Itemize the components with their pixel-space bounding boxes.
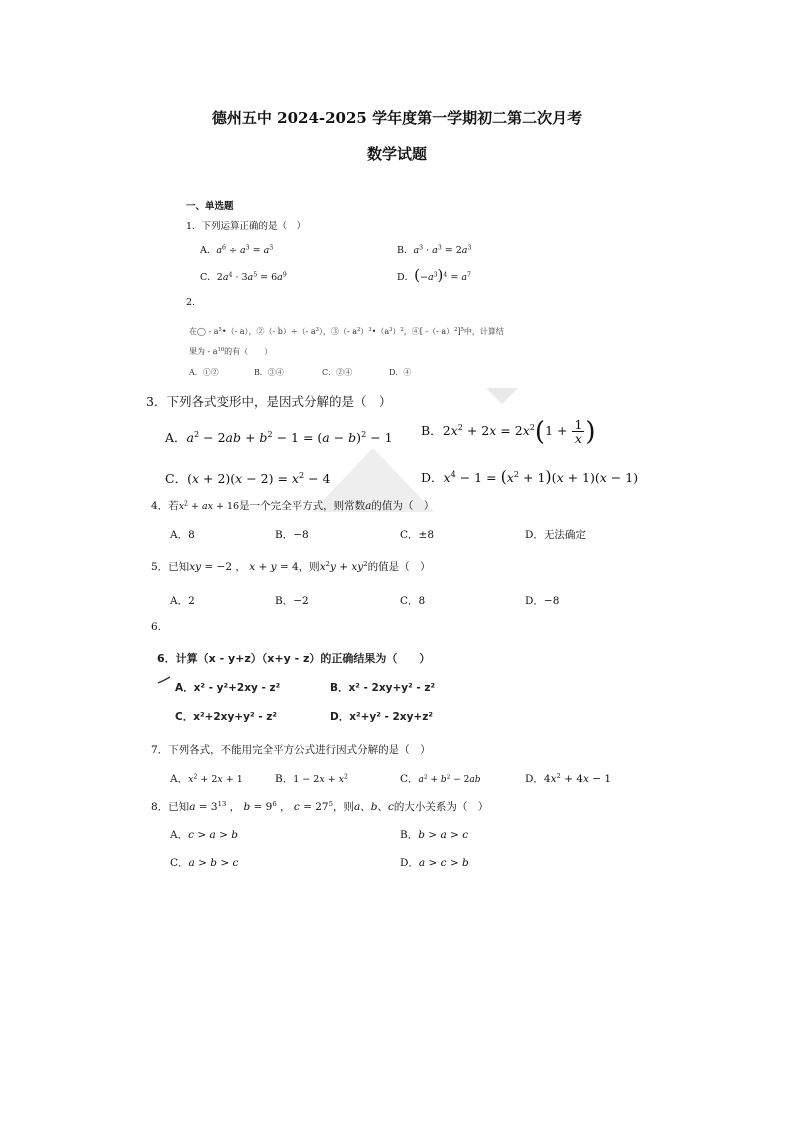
q4-option-d: D．无法确定 — [525, 529, 586, 541]
q3-option-a-formula: $a^2 - 2ab + b^2 - 1 = (a - b)^2 - 1$ — [186, 429, 393, 445]
q8-option-a — [170, 827, 238, 842]
q1-option-c-formula: $2a^4 \cdot 3a^5 = 6a^9$ — [216, 271, 287, 283]
q3-option-a-label: A． — [165, 430, 187, 445]
q8-option-a-label: A． — [170, 829, 189, 841]
q1-option-d-formula: $(-a^3)^4 = a^7$ — [414, 266, 471, 284]
exam-subtitle: 数学试题 — [366, 145, 427, 163]
q1-option-c-label: C． — [200, 272, 217, 283]
q2-stem-line2-start: 果为 — [189, 347, 205, 356]
exam-title: 德州五中 2024-2025 学年度第一学期初二第二次月考 — [211, 109, 583, 127]
q1-option-d-label: D． — [397, 272, 415, 283]
q3-option-a — [165, 428, 393, 446]
q3-option-c — [165, 469, 331, 487]
q1-option-a — [200, 242, 273, 256]
q8-option-c — [170, 855, 238, 870]
q7-option-d-formula: $4x^2 + 4x - 1$ — [543, 771, 612, 785]
q3-option-b-formula: $2x^2 + 2x = 2x^2(1$ + $\frac{1}{x}$ ) — [442, 417, 596, 448]
q2-option-d: D．④ — [389, 368, 412, 377]
q2-expressions: - $a^5•(-$ a），②（- b）÷（- $a^3$），③（- $a^2)^3•(a^3)^2$，④[ -（- a）$^2$]$^5$ — [205, 326, 464, 336]
q1-stem: 1．下列运算正确的是（ ） — [186, 221, 307, 232]
q2-stem-line1 — [189, 326, 504, 337]
q2-stem-prefix: 在◯ — [189, 327, 206, 336]
q7-option-c-label: C． — [400, 773, 419, 785]
q3-option-b — [421, 417, 596, 448]
q7-option-a-formula: $x^2 + 2x + 1$ — [188, 773, 243, 785]
q5-stem-start: 5．已知 — [151, 561, 190, 573]
q3-option-c-label: C． — [165, 471, 188, 486]
q8-option-d — [400, 855, 469, 870]
q8-option-b-formula: b > a > c — [418, 829, 469, 841]
q8-option-b-label: B． — [400, 829, 419, 841]
q1-option-c — [200, 269, 287, 283]
q8-option-d-label: D． — [400, 857, 419, 869]
q7-option-a — [170, 771, 243, 786]
q4-option-b: B．−8 — [275, 529, 309, 541]
q8-stem — [151, 799, 488, 814]
q1-option-b — [397, 242, 471, 256]
q8-option-c-label: C． — [170, 857, 189, 869]
q4-variable: a — [365, 500, 372, 512]
pen-mark-icon — [157, 675, 171, 685]
q8-stem-mid: ，则 — [332, 801, 354, 813]
q2-target: - $a^{10}$ — [205, 346, 225, 356]
q8-option-c-formula: a > b > c — [188, 857, 239, 869]
q6-stem: 6．计算（x - y+z）（x+y - z）的正确结果为（ ） — [157, 652, 431, 665]
q7-stem: 7．下列各式，不能用完全平方公式进行因式分解的是（ ） — [151, 744, 431, 756]
q7-option-c-formula: $a^2 + b^2 - 2ab$ — [418, 774, 481, 785]
q1-option-a-label: A． — [200, 245, 217, 256]
q1-option-a-formula: $a^6 \div a^3 = a^3$ — [216, 244, 274, 256]
q5-given: xy = −2 ， x + y = 4 — [189, 561, 299, 573]
q1-option-b-label: B． — [397, 245, 414, 256]
q7-option-c — [400, 771, 481, 786]
q6-number: 6. — [151, 621, 162, 633]
q2-stem-line2-end: 的有（ ） — [224, 347, 273, 356]
q8-stem-end: 的大小关系为（ ） — [393, 801, 489, 813]
q7-option-b-label: B． — [275, 773, 294, 785]
q3-option-c-formula: $(x + 2)(x - 2) = x^2 - 4$ — [187, 470, 331, 486]
q4-stem — [151, 498, 434, 513]
q3-option-d — [421, 467, 638, 486]
q3-option-d-formula: $x^4 - 1 = (x^2 + 1)(x + 1)(x - 1)$ — [443, 467, 639, 486]
q5-expression: $x^2y + xy^2$ — [319, 559, 368, 573]
q6-option-a: A．x² - y²+2xy - z² — [175, 682, 281, 694]
q2-stem-line2 — [189, 346, 272, 357]
q5-stem — [151, 559, 431, 574]
q8-option-b — [400, 827, 468, 842]
q6-option-b: B．x² - 2xy+y² - z² — [330, 682, 436, 694]
q3-option-b-label: B． — [421, 423, 443, 439]
watermark-triangle-small — [486, 388, 518, 406]
q2-number: 2. — [186, 297, 196, 308]
q2-option-c: C．②④ — [322, 368, 353, 377]
q4-stem-end: 的值为（ ） — [371, 500, 435, 512]
q4-stem-start: 4．若 — [151, 500, 179, 512]
q8-vars: a、b、c — [353, 801, 394, 813]
q4-stem-mid: 是一个完全平方式，则常数 — [239, 500, 366, 512]
q8-option-a-formula: c > a > b — [188, 829, 238, 841]
q7-option-d-label: D． — [525, 773, 544, 785]
q5-option-a: A．2 — [170, 595, 195, 607]
q2-option-b: B．③④ — [254, 368, 284, 377]
q5-option-b: B．−2 — [275, 595, 309, 607]
q3-option-d-label: D． — [421, 470, 444, 485]
q8-stem-start: 8．已知 — [151, 801, 190, 813]
q4-formula: $x^2$ + ax + 16 — [178, 500, 240, 512]
q8-option-d-formula: a > c > b — [418, 857, 469, 869]
q7-option-a-label: A． — [170, 773, 189, 785]
q8-given: $a = 3^{13}$ ， $b = 9^6$ ， $c = 27^5$ — [189, 799, 333, 813]
q3-stem: 3．下列各式变形中，是因式分解的是（ ） — [146, 394, 392, 409]
q1-option-d — [397, 266, 471, 284]
q2-stem-suffix: 中，计算结 — [463, 327, 504, 336]
q7-option-d — [525, 771, 611, 786]
q4-option-c: C．±8 — [400, 529, 435, 541]
q6-option-c: C．x²+2xy+y² - z² — [175, 711, 277, 723]
q5-stem-mid: ，则 — [298, 561, 320, 573]
q1-option-b-formula: $a^3 \cdot a^3 = 2a^3$ — [413, 244, 472, 256]
q6-option-d: D．x²+y² - 2xy+z² — [330, 711, 433, 723]
q2-option-a: A．①② — [189, 368, 219, 377]
q5-option-c: C．8 — [400, 595, 426, 607]
q5-option-d: D．−8 — [525, 595, 560, 607]
q7-option-b — [275, 771, 348, 786]
q5-stem-end: 的值是（ ） — [367, 561, 431, 573]
q7-option-b-formula: $1 - 2x + x^2$ — [293, 773, 348, 785]
q4-option-a: A．8 — [170, 529, 195, 541]
section-heading: 一、单选题 — [186, 201, 234, 212]
